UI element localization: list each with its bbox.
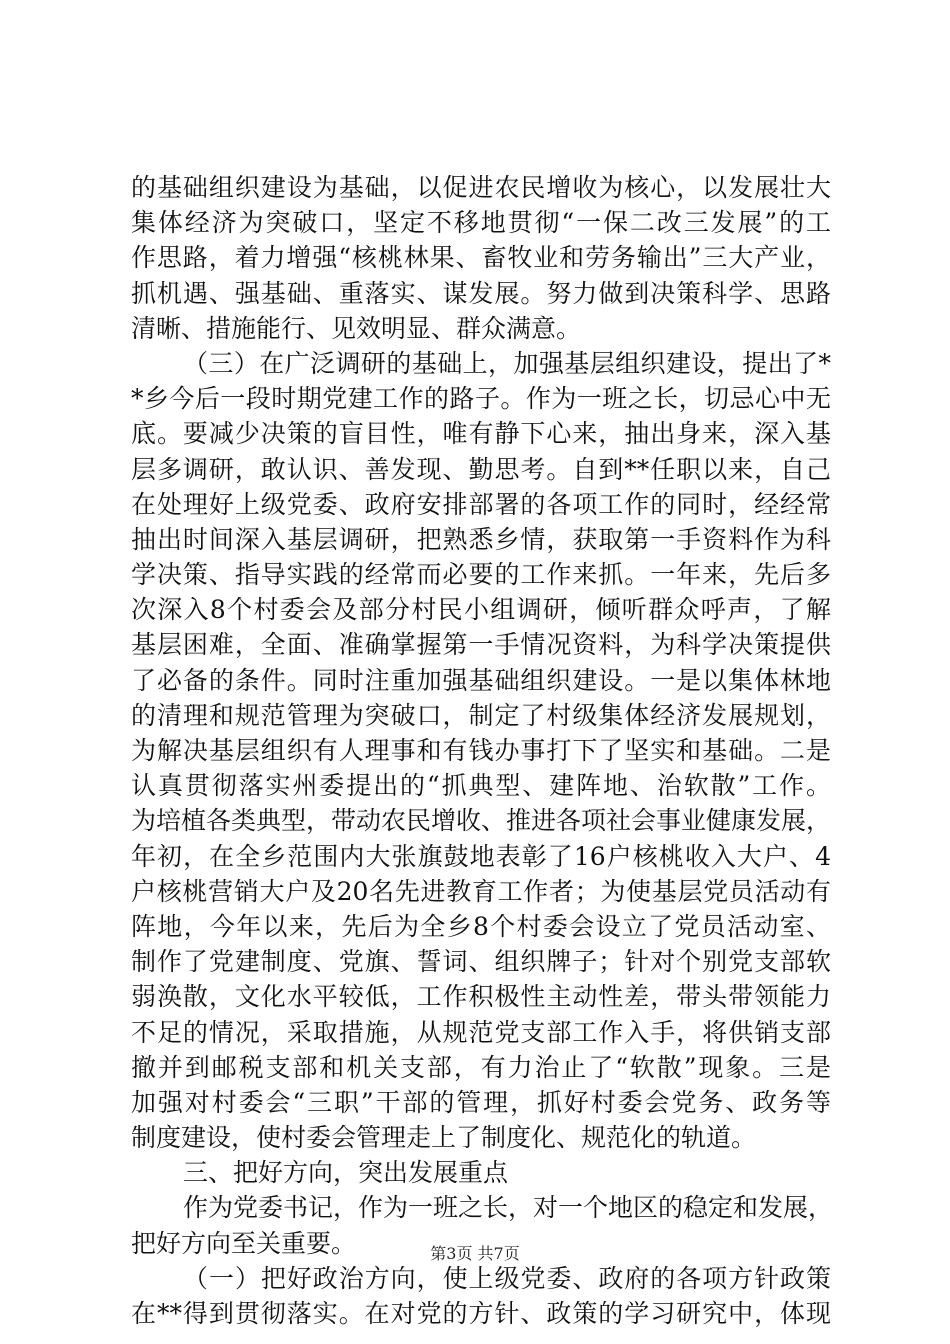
page-number-footer: 第3页 共7页 <box>430 1244 520 1263</box>
text-line: 为解决基层组织有人理事和有钱办事打下了坚实和基础。二是 <box>131 736 831 765</box>
paragraph-start-line: （三）在广泛调研的基础上，加强基层组织建设，提出了* <box>183 348 831 378</box>
text-line: 在处理好上级党委、政府安排部署的各项工作的同时，经经常 <box>131 489 831 519</box>
text-line: 制作了党建制度、党旗、誓词、组织牌子；针对个别党支部软 <box>131 947 831 977</box>
text-line: 抽出时间深入基层调研，把熟悉乡情，获取第一手资料作为科 <box>131 524 831 554</box>
text-line: 的基础组织建设为基础，以促进农民增收为核心，以发展壮大 <box>131 173 831 202</box>
text-line: 底。要减少决策的盲目性，唯有静下心来，抽出身来，深入基 <box>131 419 831 449</box>
text-line: 学决策、指导实践的经常而必要的工作来抓。一年来，先后多 <box>131 560 831 590</box>
text-line: 为培植各类典型，带动农民增收、推进各项社会事业健康发展， <box>131 806 832 836</box>
text-line: 的清理和规范管理为突破口，制定了村级集体经济发展规划， <box>131 700 831 730</box>
text-line: 撤并到邮税支部和机关支部，有力治止了“软散”现象。三是 <box>131 1052 831 1082</box>
text-line: 户核桃营销大户及20名先进教育工作者；为使基层党员活动有 <box>131 876 831 906</box>
text-line: 阵地，今年以来，先后为全乡8个村委会设立了党员活动室、 <box>131 911 831 941</box>
text-line: 年初，在全乡范围内大张旗鼓地表彰了16户核桃收入大户、4 <box>131 841 831 871</box>
paragraph-start-line: （一）把好政治方向，使上级党委、政府的各项方针政策 <box>183 1263 831 1293</box>
text-line: 弱涣散，文化水平较低，工作积极性主动性差，带头带领能力 <box>131 982 831 1012</box>
text-line: 在**得到贯彻落实。在对党的方针、政策的学习研究中，体现 <box>131 1299 831 1328</box>
text-line: 制度建设，使村委会管理走上了制度化、规范化的轨道。 <box>131 1123 757 1153</box>
text-line: *乡今后一段时期党建工作的路子。作为一班之长，切忌心中无 <box>131 384 831 414</box>
text-line: 次深入8个村委会及部分村民小组调研，倾听群众呼声，了解 <box>131 595 831 625</box>
text-line: 层多调研，敢认识、善发现、勤思考。自到**任职以来，自己 <box>131 454 831 484</box>
text-line: 基层困难，全面、准确掌握第一手情况资料，为科学决策提供 <box>131 630 831 660</box>
paragraph-start-line: 作为党委书记，作为一班之长，对一个地区的稳定和发展， <box>183 1193 834 1223</box>
text-line: 作思路，着力增强“核桃林果、畜牧业和劳务输出”三大产业， <box>131 243 831 273</box>
text-line: 不足的情况，采取措施，从规范党支部工作入手，将供销支部 <box>131 1017 831 1047</box>
text-line: 认真贯彻落实州委提出的“抓典型、建阵地、治软散”工作。 <box>131 771 831 801</box>
text-line: 集体经济为突破口，坚定不移地贯彻“一保二改三发展”的工 <box>131 208 831 238</box>
text-line: 把好方向至关重要。 <box>131 1228 357 1258</box>
text-line: 了必备的条件。同时注重加强基础组织建设。一是以集体林地 <box>131 665 831 695</box>
text-line: 清晰、措施能行、见效明显、群众满意。 <box>131 313 582 343</box>
text-line: 抓机遇、强基础、重落实、谋发展。努力做到决策科学、思路 <box>131 278 831 308</box>
document-body <box>131 170 834 1331</box>
text-line: 加强对村委会“三职”干部的管理，抓好村委会党务、政务等 <box>131 1087 831 1117</box>
section-heading: 三、把好方向，突出发展重点 <box>183 1158 509 1188</box>
